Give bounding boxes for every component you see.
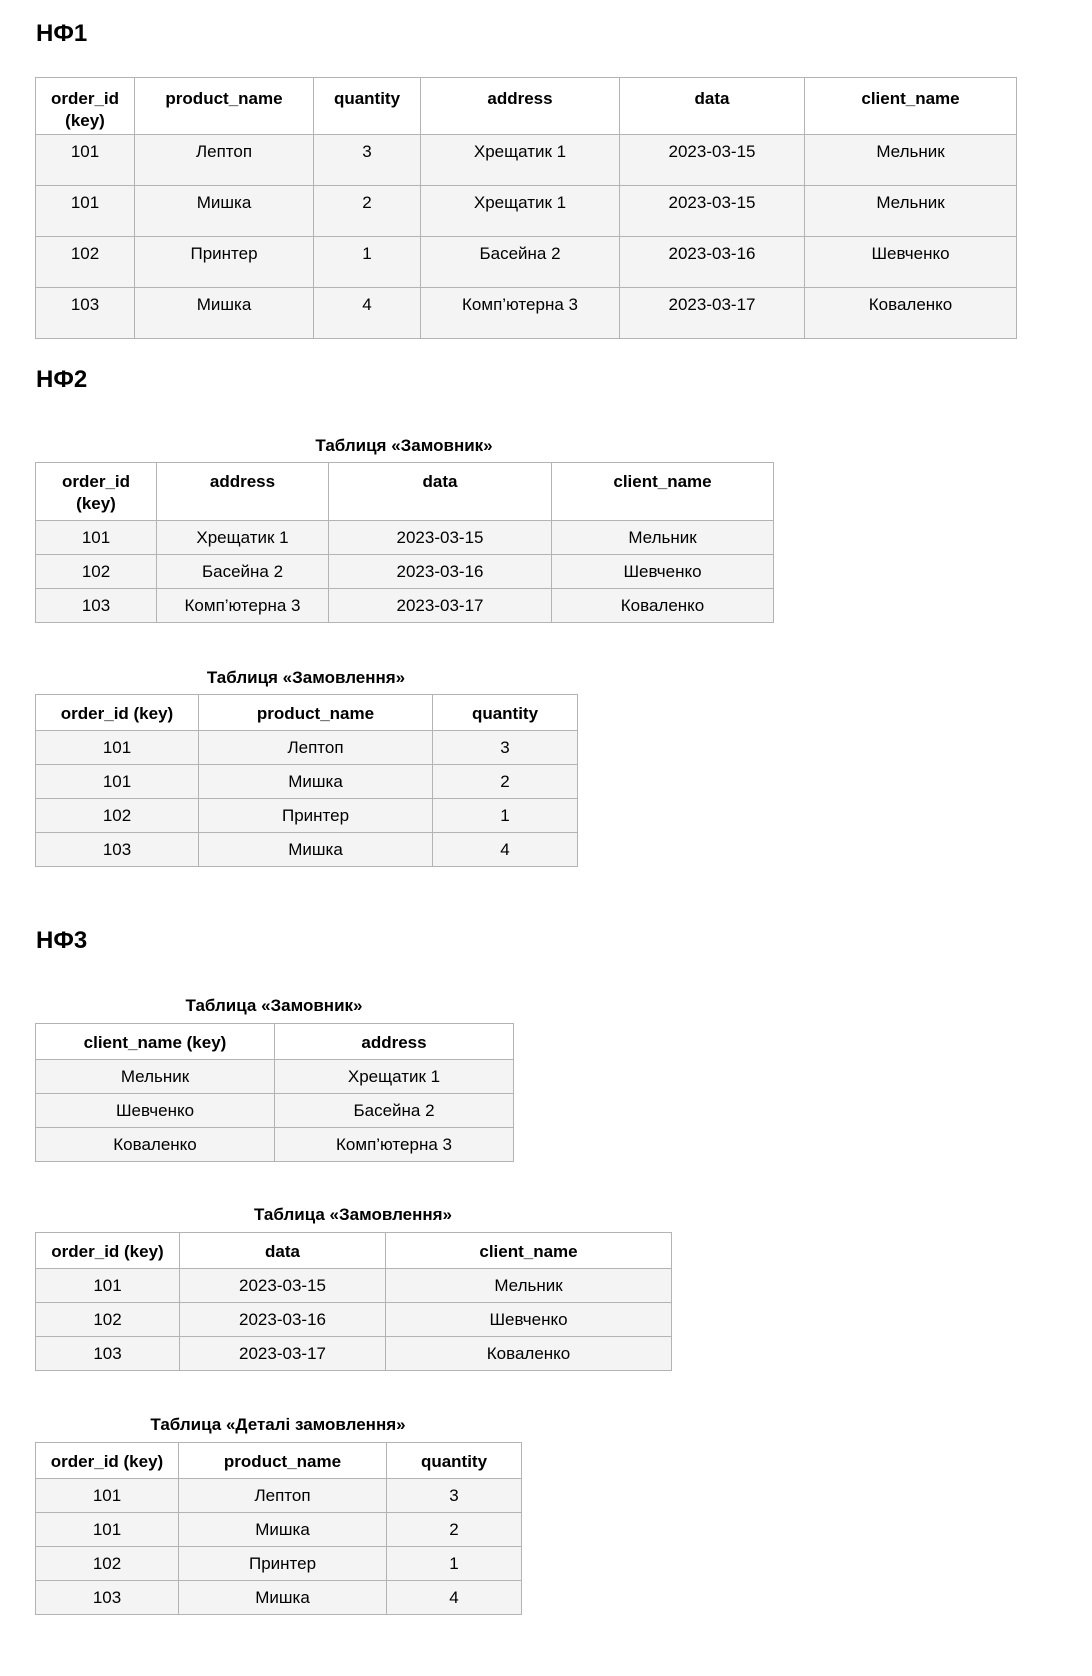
table-cell: Шевченко [552, 555, 774, 589]
column-header: client_name [386, 1233, 672, 1269]
table-row [36, 1581, 522, 1615]
table-cell: 4 [387, 1581, 522, 1615]
table-cell: 2 [433, 765, 578, 799]
table-row [36, 1303, 672, 1337]
table-cell: Мельник [805, 135, 1017, 186]
table-cell: Хрещатик 1 [275, 1060, 514, 1094]
table-cell: 103 [36, 589, 157, 623]
column-header: order_id (key) [36, 78, 135, 135]
table-row [36, 1547, 522, 1581]
table-cell: Шевченко [386, 1303, 672, 1337]
table-header-row [36, 463, 774, 521]
table-cell: 101 [36, 186, 135, 237]
table-cell: Мишка [179, 1513, 387, 1547]
table-cell: 2023-03-17 [180, 1337, 386, 1371]
column-header: data [620, 78, 805, 135]
table-row [36, 237, 1017, 288]
table-cell: Мишка [135, 288, 314, 339]
table-row [36, 833, 578, 867]
table-cell: 101 [36, 135, 135, 186]
column-header: client_name [552, 463, 774, 521]
table-cell: Басейна 2 [275, 1094, 514, 1128]
table-cell: 102 [36, 237, 135, 288]
table-row [36, 731, 578, 765]
nf1-heading: НФ1 [36, 20, 88, 47]
nf3-heading: НФ3 [36, 927, 88, 954]
column-header: product_name [199, 695, 433, 731]
table-cell: 101 [36, 1479, 179, 1513]
column-header: product_name [135, 78, 314, 135]
nf2-customer-caption: Таблиця «Замовник» [315, 436, 493, 455]
table-row [36, 1479, 522, 1513]
table-cell: Мишка [179, 1581, 387, 1615]
table-row [36, 799, 578, 833]
table-cell: 3 [433, 731, 578, 765]
table-row [36, 186, 1017, 237]
column-header: quantity [314, 78, 421, 135]
nf3-order-table [35, 1232, 672, 1371]
table-cell: 103 [36, 288, 135, 339]
table-cell: 102 [36, 1303, 180, 1337]
table-cell: Мельник [805, 186, 1017, 237]
table-header-row [36, 1443, 522, 1479]
table-cell: Лептоп [179, 1479, 387, 1513]
table-cell: 2023-03-17 [620, 288, 805, 339]
table-row [36, 589, 774, 623]
nf3-details-table [35, 1442, 522, 1615]
nf2-order-caption: Таблиця «Замовлення» [206, 668, 406, 687]
table-row [36, 1060, 514, 1094]
table-header-row [36, 1233, 672, 1269]
table-cell: 1 [387, 1547, 522, 1581]
table-cell: Принтер [179, 1547, 387, 1581]
table-cell: Принтер [199, 799, 433, 833]
table-cell: Мельник [36, 1060, 275, 1094]
column-header: quantity [433, 695, 578, 731]
table-row [36, 555, 774, 589]
table-cell: 3 [387, 1479, 522, 1513]
table-cell: 2023-03-15 [329, 521, 552, 555]
nf3-customer-table [35, 1023, 514, 1162]
table-cell: Мишка [135, 186, 314, 237]
table-cell: Шевченко [805, 237, 1017, 288]
table-cell: Лептоп [135, 135, 314, 186]
table-cell: Хрещатик 1 [157, 521, 329, 555]
table-row [36, 288, 1017, 339]
table-cell: 2023-03-16 [329, 555, 552, 589]
column-header: address [421, 78, 620, 135]
table-cell: 103 [36, 1337, 180, 1371]
nf3-order-caption: Таблица «Замовлення» [253, 1205, 453, 1224]
column-header: order_id (key) [36, 695, 199, 731]
table-cell: 2023-03-15 [620, 186, 805, 237]
table-cell: Мишка [199, 833, 433, 867]
table-cell: Хрещатик 1 [421, 135, 620, 186]
table-cell: 101 [36, 521, 157, 555]
table-cell: Хрещатик 1 [421, 186, 620, 237]
table-row [36, 135, 1017, 186]
table-cell: Комп’ютерна 3 [421, 288, 620, 339]
column-header: quantity [387, 1443, 522, 1479]
column-header: order_id (key) [36, 1443, 179, 1479]
nf2-customer-table [35, 462, 774, 623]
column-header: address [157, 463, 329, 521]
table-cell: Коваленко [552, 589, 774, 623]
table-cell: 2023-03-16 [180, 1303, 386, 1337]
table-cell: 4 [433, 833, 578, 867]
table-cell: 102 [36, 555, 157, 589]
table-cell: Мишка [199, 765, 433, 799]
table-cell: Басейна 2 [421, 237, 620, 288]
column-header: data [329, 463, 552, 521]
table-cell: 101 [36, 731, 199, 765]
nf3-details-caption: Таблица «Деталі замовлення» [150, 1415, 406, 1434]
table-cell: 101 [36, 1269, 180, 1303]
table-header-row [36, 78, 1017, 135]
table-cell: Коваленко [386, 1337, 672, 1371]
column-header: data [180, 1233, 386, 1269]
table-cell: 2 [387, 1513, 522, 1547]
nf2-heading: НФ2 [36, 366, 88, 393]
table-cell: Лептоп [199, 731, 433, 765]
column-header: product_name [179, 1443, 387, 1479]
column-header: client_name (key) [36, 1024, 275, 1060]
table-row [36, 1337, 672, 1371]
table-cell: Комп’ютерна 3 [275, 1128, 514, 1162]
nf2-order-table [35, 694, 578, 867]
table-cell: Мельник [552, 521, 774, 555]
table-cell: 2023-03-15 [620, 135, 805, 186]
nf3-customer-caption: Таблица «Замовник» [185, 996, 363, 1015]
table-cell: 103 [36, 1581, 179, 1615]
table-header-row [36, 695, 578, 731]
table-cell: 4 [314, 288, 421, 339]
table-cell: Коваленко [805, 288, 1017, 339]
column-header: address [275, 1024, 514, 1060]
nf1-table [35, 77, 1017, 339]
table-row [36, 1094, 514, 1128]
table-cell: Мельник [386, 1269, 672, 1303]
table-header-row [36, 1024, 514, 1060]
table-row [36, 765, 578, 799]
table-row [36, 1128, 514, 1162]
table-cell: Принтер [135, 237, 314, 288]
table-cell: 3 [314, 135, 421, 186]
table-cell: 1 [433, 799, 578, 833]
table-cell: 2023-03-15 [180, 1269, 386, 1303]
table-cell: 102 [36, 1547, 179, 1581]
column-header: order_id (key) [36, 1233, 180, 1269]
table-cell: 1 [314, 237, 421, 288]
column-header: client_name [805, 78, 1017, 135]
table-cell: Шевченко [36, 1094, 275, 1128]
table-cell: 2 [314, 186, 421, 237]
table-cell: 102 [36, 799, 199, 833]
table-row [36, 1513, 522, 1547]
table-cell: 103 [36, 833, 199, 867]
table-cell: 101 [36, 765, 199, 799]
table-cell: 2023-03-17 [329, 589, 552, 623]
table-cell: Коваленко [36, 1128, 275, 1162]
table-cell: Басейна 2 [157, 555, 329, 589]
table-cell: 2023-03-16 [620, 237, 805, 288]
column-header: order_id (key) [36, 463, 157, 521]
table-row [36, 1269, 672, 1303]
table-row [36, 521, 774, 555]
table-cell: 101 [36, 1513, 179, 1547]
table-cell: Комп’ютерна 3 [157, 589, 329, 623]
